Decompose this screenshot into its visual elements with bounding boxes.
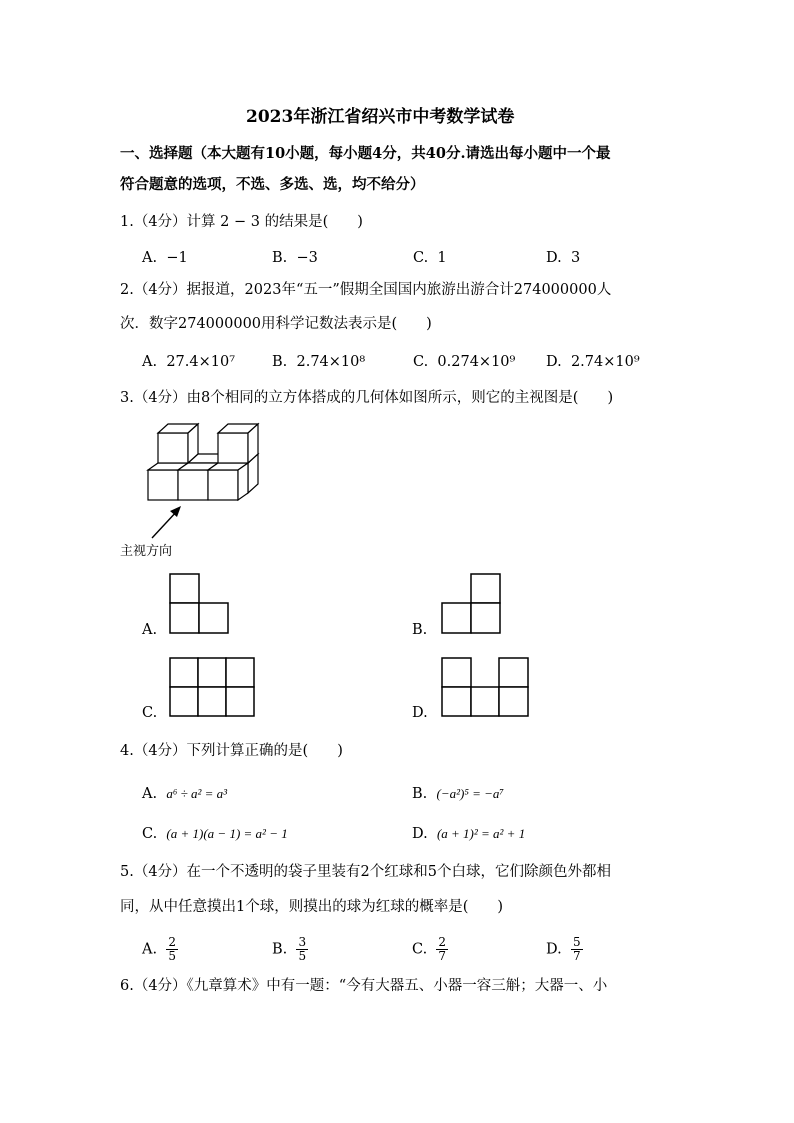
q1-option-c: C. 1 [413,250,447,266]
question-1-stem: 1.（4分）计算 2 − 3 的结果是( ) [120,214,363,230]
cube-figure [140,418,280,558]
q5-option-a: A. $\frac{2}{5}$ [142,935,176,963]
arrow-head-icon [170,506,181,517]
page-title: 2023年浙江省绍兴市中考数学试卷 [246,107,515,127]
q1-option-b: B. −3 [272,250,318,266]
q2-option-a: A. 27.4×10⁷ [142,354,236,370]
q1-option-d: D. 3 [546,250,581,266]
question-3-stem: 3.（4分）由8个相同的立方体搭成的几何体如图所示，则它的主视图是( ) [120,390,614,406]
question-5-line2: 同，从中任意摸出1个球，则摸出的球为红球的概率是( ) [120,899,504,915]
fraction: $\frac{3}{5}$ [298,935,307,963]
question-5-line1: 5.（4分）在一个不透明的袋子里装有2个红球和5个白球，它们除颜色外都相 [120,864,612,880]
question-2-line1: 2.（4分）据报道，2023年“五一”假期全国国内旅游出游合计274000000人 [120,282,612,298]
question-4-stem: 4.（4分）下列计算正确的是( ) [120,743,343,759]
q2-option-d: D. 2.74×10⁹ [546,354,640,370]
q5-option-b: B. $\frac{3}{5}$ [272,935,307,963]
q3-option-a-label: A. [142,622,158,638]
question-2-line2: 次．数字274000000用科学记数法表示是( ) [120,316,432,332]
view-direction-caption: 主视方向 [120,544,173,559]
q3-option-d-figure [441,657,531,719]
q3-option-c-figure [169,657,259,719]
fraction: $\frac{5}{7}$ [572,935,581,963]
section-heading-line1: 一、选择题（本大题有10小题，每小题4分，共40分.请选出每小题中一个最 [120,145,611,162]
q2-option-b: B. 2.74×10⁸ [272,354,366,370]
q3-option-b-figure [441,573,503,635]
q2-option-c: C. 0.274×10⁹ [413,354,516,370]
q3-option-b-label: B. [412,622,428,638]
q4-option-d: D. (a + 1)² = a² + 1 [412,826,526,842]
q4-option-c: C. (a + 1)(a − 1) = a² − 1 [142,826,288,842]
q4-option-b: B. (−a²)⁵ = −a⁷ [412,786,504,802]
q3-option-c-label: C. [142,705,158,721]
q3-option-d-label: D. [412,705,428,721]
fraction: $\frac{2}{5}$ [168,935,176,963]
q5-option-d: D. $\frac{5}{7}$ [546,935,581,963]
q4-option-a: A. a⁶ ÷ a² = a³ [142,786,228,802]
q5-option-c: C. $\frac{2}{7}$ [412,935,447,963]
fraction: $\frac{2}{7}$ [438,935,447,963]
section-heading-line2: 符合题意的选项，不选、多选、选，均不给分） [120,176,425,193]
q3-option-a-figure [169,573,231,635]
question-6-line1: 6.（4分）《九章算术》中有一题：“今有大器五、小器一容三斛；大器一、小 [120,978,608,994]
q1-option-a: A. −1 [142,250,188,266]
